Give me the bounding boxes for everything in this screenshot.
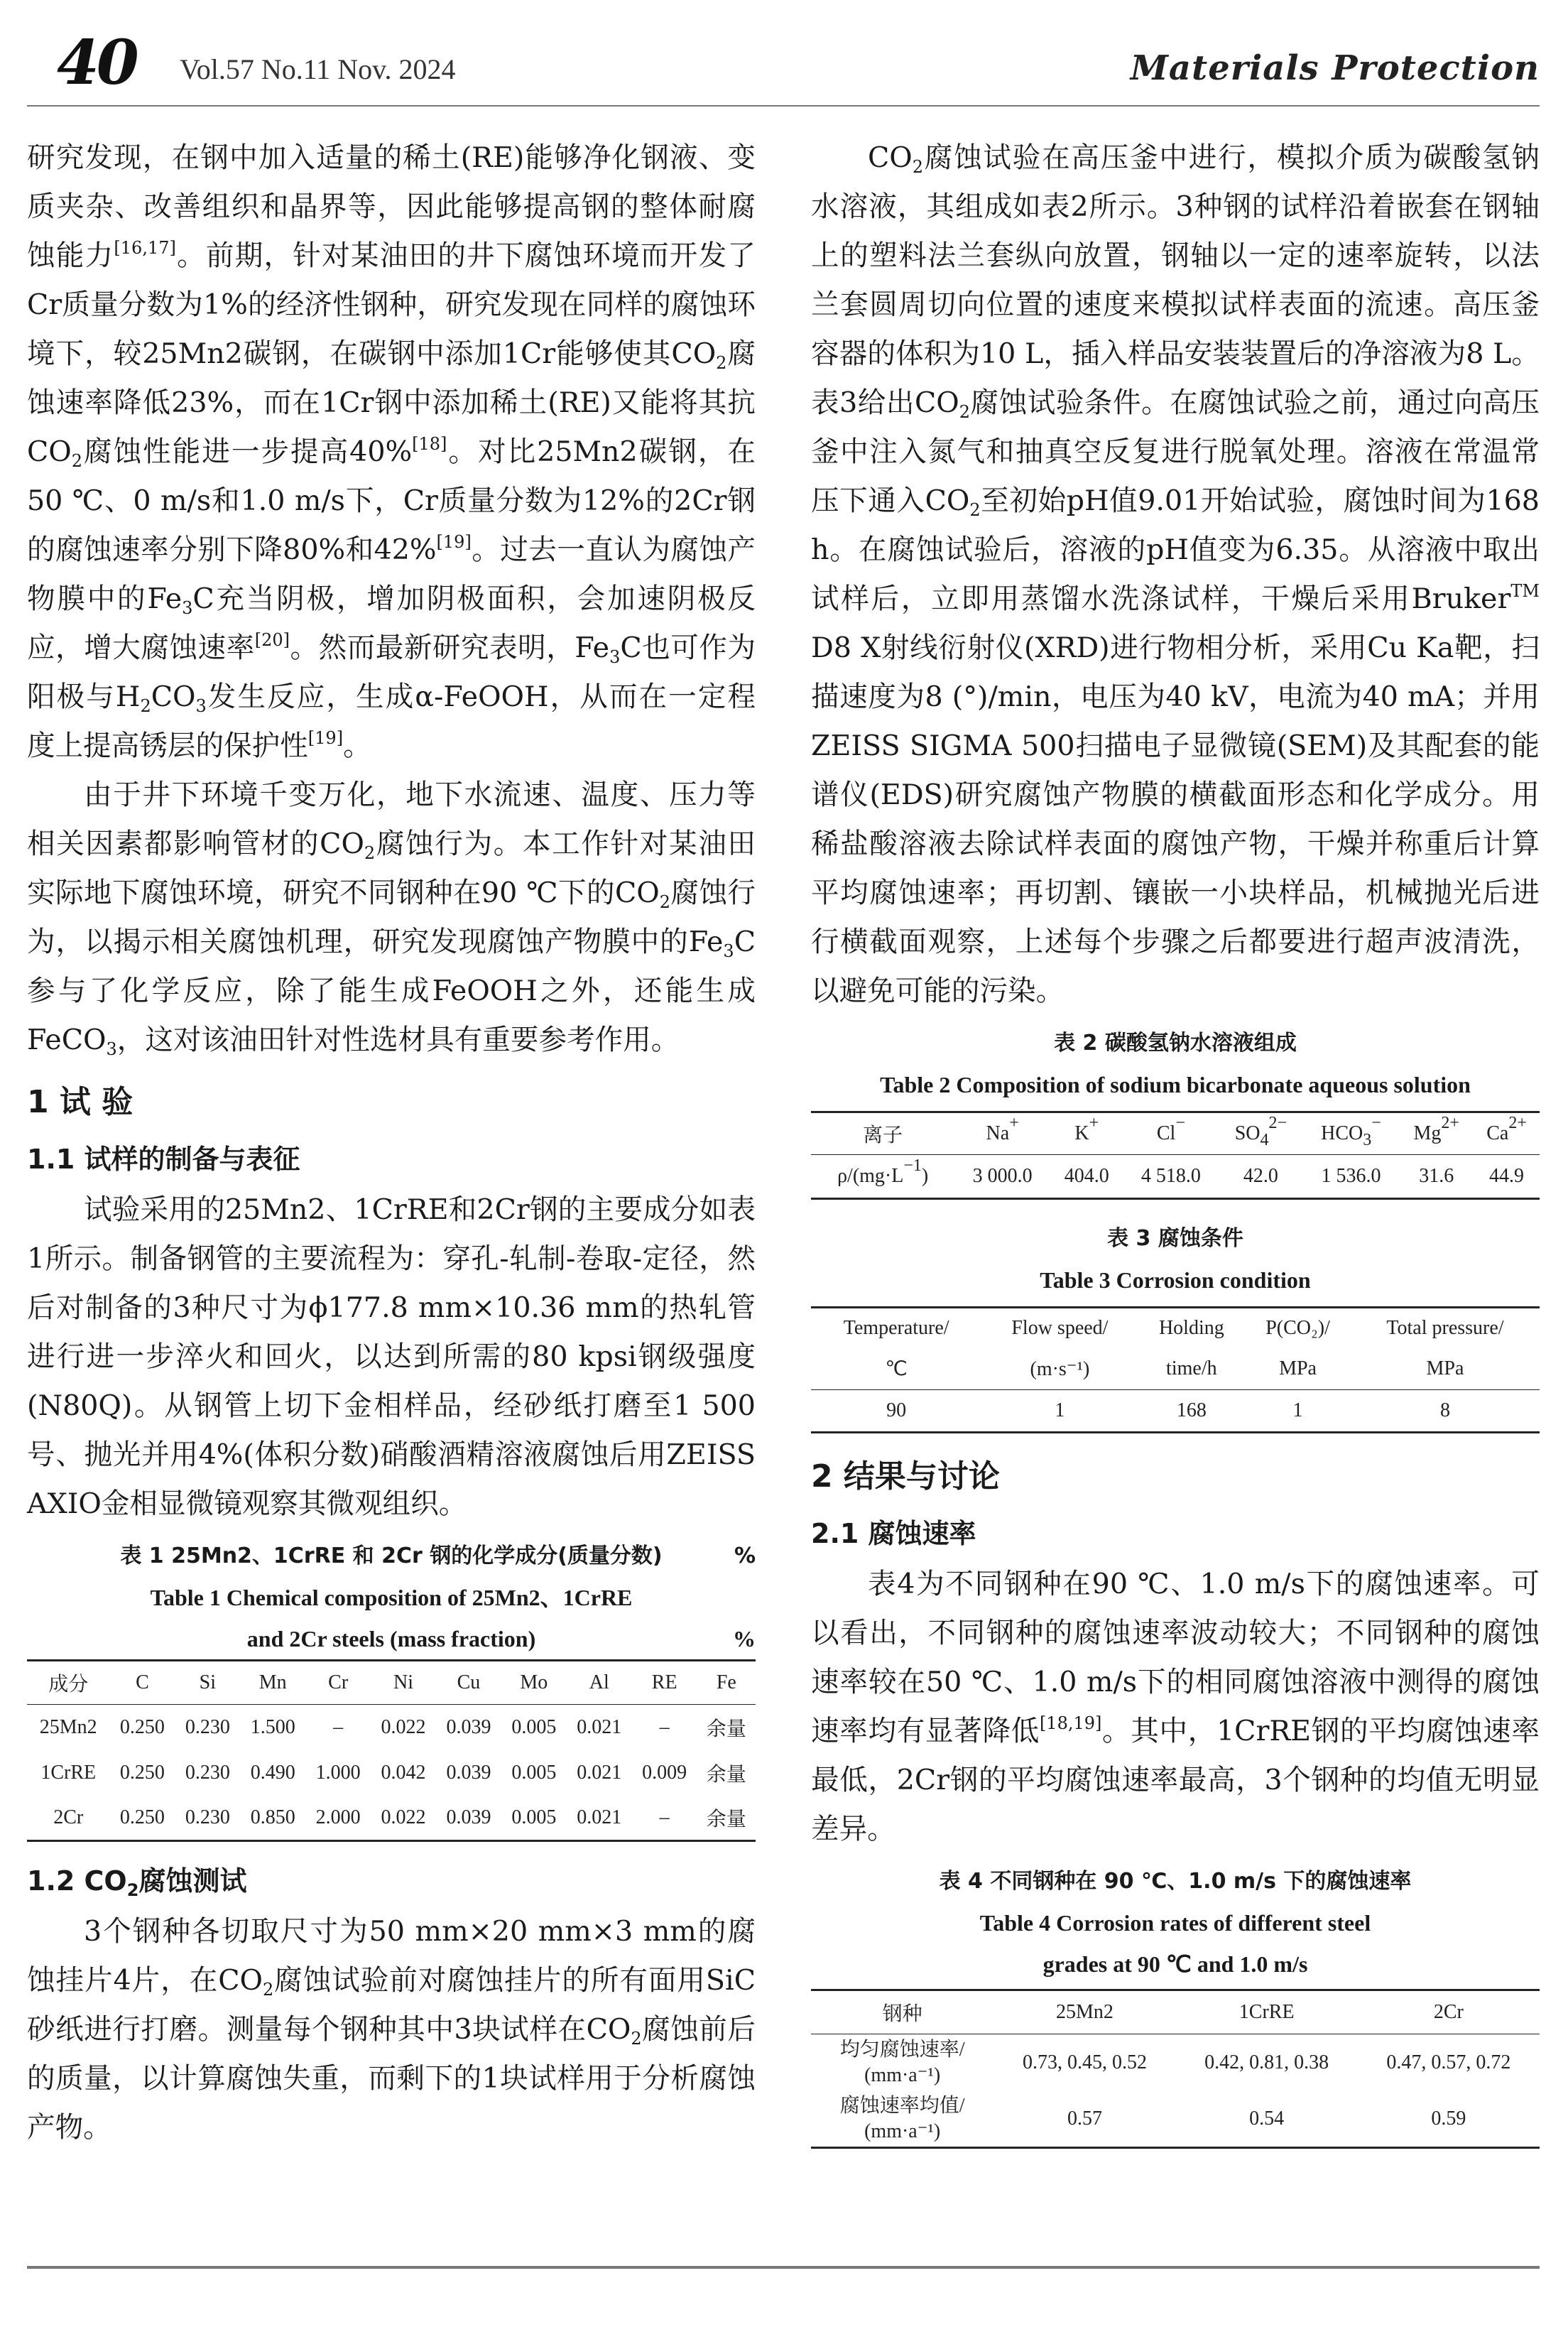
- table-row: $\rho/(mg\cdot L^{-1})$ 3 000.0 404.0 4 518.0 42.0 1 536.0 31.6 44.9: [837, 1156, 1525, 1187]
- table4: [811, 1989, 1540, 2149]
- table3: [811, 1306, 1540, 1433]
- table2-caption-en: Table 2 Composition of sodium bicarbonate aqueous solution: [880, 1072, 1471, 1097]
- table4-caption-zh: 表 4 不同钢种在 90 ℃、1.0 m/s 下的腐蚀速率: [939, 1869, 1412, 1894]
- table-header-row: 离子 Na+ K+ Cl− $SO_4^{2-}$ $HCO_3^-$ $Mg^{2+}$ $Ca^{2+}$: [811, 1112, 1540, 1155]
- table2-block: [811, 1023, 1540, 1200]
- table4-block: [811, 1861, 1540, 2149]
- table-header-row: 钢种 25Mn2 1CrRE 2Cr: [811, 1990, 1540, 2034]
- section-heading-2: 2 结果与讨论: [811, 1458, 1000, 1495]
- table1-block: [27, 1536, 756, 1842]
- paragraph-corrosion-rate: 表4为不同钢种在90 ℃、1.0 m/s下的腐蚀速率。可以看出，不同钢种的腐蚀速率波动较大；不同钢种的腐蚀速率较在50 ℃、1.0 m/s下的相同腐蚀溶液中测得的腐蚀速率均有显著降低[18,19]。其中，1CrRE钢的平均腐蚀速率最低，2Cr钢的平均腐蚀速率最高，3个钢种的均值无明显差异。: [811, 1568, 1540, 1845]
- table-header-row: Temperature/ Flow speed/ Holding P(CO₂)/ Total pressure/: [843, 1317, 1504, 1340]
- right-column: [811, 134, 1540, 2149]
- subsection-heading-1-2: 1.2 $CO_2$腐蚀测试: [27, 1865, 247, 1900]
- volume-info: Vol.57 No.11 Nov. 2024: [180, 53, 456, 85]
- table4-caption-en: Table 4 Corrosion rates of different steel: [979, 1910, 1371, 1936]
- paragraph-autoclave: $CO_2$腐蚀试验在高压釜中进行，模拟介质为碳酸氢钠水溶液，其组成如表2所示。3种钢的试样沿着嵌套在钢轴上的塑料法兰套纵向放置，钢轴以一定的速率旋转，以法兰套圆周切向位置的速度来模拟试样表面的流速。高压釜容器的体积为10 L，插入样品安装装置后的净溶液为8 L。表3给出$CO_2$腐蚀试验条件。在腐蚀试验之前，通过向高压釜中注入氮气和抽真空反复进行脱氧处理。溶液在常温常压下通入$CO_2$至初始pH值9.01开始试验，腐蚀时间为168 h。在腐蚀试验后，溶液的pH值变为6.35。从溶液中取出试样后，立即用蒸馏水洗涤试样，干燥后采用Bruker™ D8 X射线衍射仪(XRD)进行物相分析，采用Cu Ka靶，扫描速度为8 (°)/min，电压为40 kV，电流为40 mA；并用ZEISS SIGMA 500扫描电子显微镜(SEM)及其配套的能谱仪(EDS)研究腐蚀产物膜的横截面形态和化学成分。用稀盐酸溶液去除试样表面的腐蚀产物，干燥并称重后计算平均腐蚀速率；再切割、镶嵌一小块样品，机械抛光后进行横截面观察，上述每个步骤之后都要进行超声波清洗，以避免可能的污染。: [811, 141, 1540, 1007]
- table-row: 90 1 168 1 8: [886, 1399, 1450, 1421]
- table-row: 25Mn2 0.250 0.230 1.500 – 0.022 0.039 0.005 0.021 – 余量: [39, 1715, 746, 1740]
- paragraph-intro: 研究发现，在钢中加入适量的稀土(RE)能够净化钢液、变质夹杂、改善组织和晶界等，因此能够提高钢的整体耐腐蚀能力[16,17]。前期，针对某油田的井下腐蚀环境而开发了Cr质量分数为1%的经济性钢种，研究发现在同样的腐蚀环境下，较25Mn2碳钢，在碳钢中添加1Cr能够使其$CO_2$腐蚀速率降低23%，而在1Cr钢中添加稀土(RE)又能将其抗$CO_2$腐蚀性能进一步提高40%[18]。对比25Mn2碳钢，在50 ℃、0 m/s和1.0 m/s下，Cr质量分数为12%的2Cr钢的腐蚀速率分别下降80%和42%[19]。过去一直认为腐蚀产物膜中的$Fe_3C$充当阴极，增加阴极面积，会加速阴极反应，增大腐蚀速率[20]。然而最新研究表明，$Fe_3C$也可作为阳极与$H_2CO_3$发生反应，生成α-FeOOH，从而在一定程度上提高锈层的保护性[19]。: [27, 141, 756, 762]
- table-header-row: ℃ (m·s⁻¹) time/h MPa MPa: [811, 1349, 1540, 1390]
- table1-caption-zh: 表 1 25Mn2、1CrRE 和 2Cr 钢的化学成分(质量分数) %: [120, 1544, 756, 1568]
- table3-block: [811, 1218, 1540, 1433]
- table1: [27, 1659, 756, 1842]
- table-row: 2Cr 0.250 0.230 0.850 2.000 0.022 0.039 0.005 0.021 – 余量: [53, 1806, 746, 1831]
- table1-caption-en: Table 1 Chemical composition of 25Mn2、1CrRE: [150, 1585, 633, 1610]
- header-rule: [27, 105, 1540, 107]
- table-row: 均匀腐蚀速率/ (mm·a⁻¹) 0.73, 0.45, 0.52 0.42, 0.81, 0.38 0.47, 0.57, 0.72: [839, 2038, 1511, 2086]
- table-row: 1CrRE 0.250 0.230 0.490 1.000 0.042 0.039 0.005 0.021 0.009 余量: [40, 1761, 746, 1786]
- subsection-heading-1-1: 1.1 试样的制备与表征: [27, 1144, 300, 1175]
- table1-caption-en-2: and 2Cr steels (mass fraction) %: [246, 1626, 756, 1652]
- table2-caption-zh: 表 2 碳酸氢钠水溶液组成: [1054, 1031, 1297, 1056]
- footer-rule: [27, 2266, 1540, 2269]
- page-header: [27, 27, 1540, 99]
- subsection-heading-2-1: 2.1 腐蚀速率: [811, 1518, 976, 1549]
- paragraph-motivation: 由于井下环境千变万化，地下水流速、温度、压力等相关因素都影响管材的$CO_2$腐蚀行为。本工作针对某油田实际地下腐蚀环境，研究不同钢种在90 ℃下的$CO_2$腐蚀行为，以揭示相关腐蚀机理，研究发现腐蚀产物膜中的$Fe_3C$参与了化学反应，除了能生成FeOOH之外，还能生成FeCO$_3$，这对该油田针对性选材具有重要参考作用。: [27, 779, 756, 1059]
- table3-caption-en: Table 3 Corrosion condition: [1040, 1267, 1311, 1293]
- section-heading-1: 1 试 验: [27, 1084, 134, 1120]
- paragraph-preparation: 试验采用的25Mn2、1CrRE和2Cr钢的主要成分如表1所示。制备钢管的主要流程为：穿孔-轧制-卷取-定径，然后对制备的3种尺寸为ϕ177.8 mm×10.36 mm的热轧管进行进一步淬火和回火，以达到所需的80 kpsi钢级强度(N80Q)。从钢管上切下金相样品，经砂纸打磨至1 500号、抛光并用4%(体积分数)硝酸酒精溶液腐蚀后用ZEISS AXIO金相显微镜观察其微观组织。: [27, 1193, 756, 1520]
- table3-caption-zh: 表 3 腐蚀条件: [1107, 1226, 1243, 1251]
- left-column: [27, 134, 756, 2152]
- table-row: 腐蚀速率均值/ (mm·a⁻¹) 0.57 0.54 0.59: [839, 2094, 1466, 2142]
- paragraph-corrosion-test: 3个钢种各切取尺寸为50 mm×20 mm×3 mm的腐蚀挂片4片，在$CO_2$腐蚀试验前对腐蚀挂片的所有面用SiC砂纸进行打磨。测量每个钢种其中3块试样在$CO_2$腐蚀前后的质量，以计算腐蚀失重，而剩下的1块试样用于分析腐蚀产物。: [27, 1915, 756, 2144]
- table4-caption-en-2: grades at 90 ℃ and 1.0 m/s: [1042, 1951, 1308, 1977]
- table2: [811, 1111, 1540, 1200]
- table-header-row: 成分 C Si Mn Cr Ni Cu Mo Al RE Fe: [27, 1661, 756, 1705]
- journal-title: Materials Protection: [1130, 48, 1540, 88]
- page-number: 40: [57, 27, 136, 99]
